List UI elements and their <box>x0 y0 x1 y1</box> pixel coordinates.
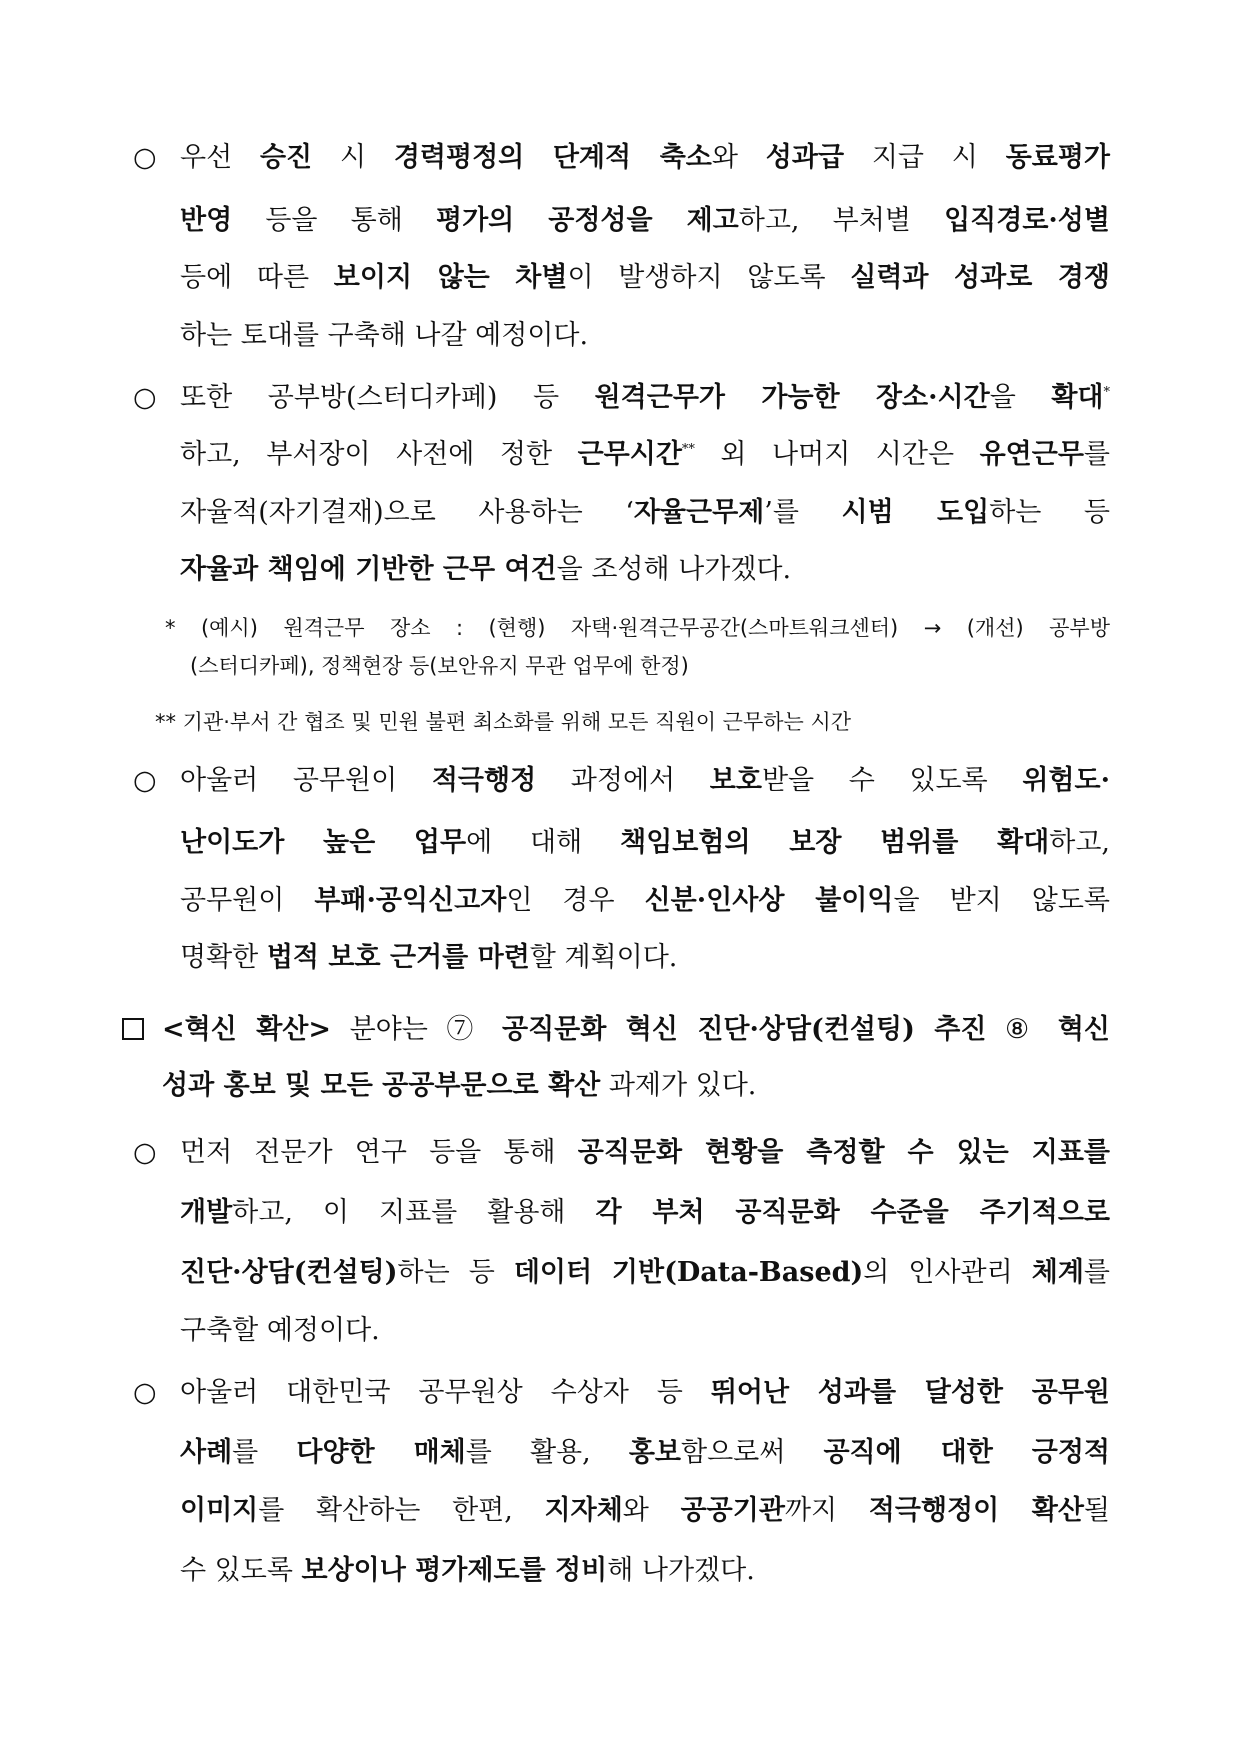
footnote-mark: ** <box>681 442 695 457</box>
body-text: 과정에서 <box>536 765 710 796</box>
para1-line-4 <box>180 318 588 354</box>
body-text: 를 <box>232 1437 297 1468</box>
para3-line-4 <box>180 940 677 976</box>
body-text: 하고, <box>1049 827 1110 858</box>
emphasis-text: 데이터 기반(Data-Based) <box>513 1257 864 1288</box>
emphasis-text: 동료평가 <box>1005 142 1111 173</box>
para4-line-2 <box>180 1195 1110 1231</box>
emphasis-text: 법적 보호 근거를 마련 <box>266 942 530 973</box>
para2-line-2 <box>180 437 1110 473</box>
body-text: 에 대해 <box>466 827 621 858</box>
emphasis-text: 개발 <box>180 1197 233 1228</box>
body-text: 를 <box>1083 1257 1110 1288</box>
para2-line-4 <box>180 552 791 588</box>
para1-line-2 <box>180 203 1110 239</box>
para4-line-1 <box>180 1135 1110 1171</box>
circle-bullet: ○ <box>133 382 157 413</box>
body-text: 아울러 대한민국 공무원상 수상자 등 <box>180 1377 711 1408</box>
emphasis-text: 이미지 <box>180 1495 259 1526</box>
body-text: 를 <box>1083 439 1110 470</box>
body-text: 와 <box>622 1495 681 1526</box>
body-text: ’를 <box>764 497 842 528</box>
body-text: 지급 시 <box>844 142 1006 173</box>
para4-line-4 <box>180 1313 380 1349</box>
body-text: 인 경우 <box>506 885 645 916</box>
body-text: 될 <box>1083 1495 1110 1526</box>
footnote-mark: * <box>1103 385 1110 400</box>
para1-line-1 <box>180 140 1110 176</box>
emphasis-text: 사례 <box>180 1437 233 1468</box>
emphasis-text: 공공기관 <box>680 1495 785 1526</box>
para4-line-3 <box>180 1255 1110 1291</box>
emphasis-text: 입직경로·성별 <box>944 205 1110 236</box>
emphasis-text: 근무시간 <box>577 439 682 470</box>
emphasis-text: 성과급 <box>765 142 845 173</box>
body-text: ⑧ <box>986 1014 1058 1045</box>
emphasis-text: 평가의 공정성을 제고 <box>436 205 739 236</box>
circle-bullet: ○ <box>133 1377 157 1408</box>
para3-line-2 <box>180 825 1110 861</box>
para5-line-2 <box>180 1435 1110 1471</box>
body-text: 하는 등 <box>397 1257 514 1288</box>
emphasis-text: 경력평정의 단계적 축소 <box>393 142 712 173</box>
emphasis-text: 적극행정 <box>431 765 537 796</box>
body-text: 과제가 있다. <box>600 1070 757 1101</box>
emphasis-text: 난이도가 높은 업무 <box>180 827 467 858</box>
body-text: 을 조성해 나가겠다. <box>556 554 792 585</box>
body-text: 이 발생하지 않도록 <box>567 262 851 293</box>
emphasis-text: 반영 <box>180 205 233 236</box>
square-bullet <box>122 1018 144 1040</box>
body-text: 하고, 부처별 <box>738 205 945 236</box>
circle-bullet: ○ <box>133 142 157 173</box>
emphasis-text: 보이지 않는 차별 <box>333 262 568 293</box>
emphasis-text: 보상이나 평가제도를 정비 <box>301 1555 608 1586</box>
body-text: 우선 <box>180 142 260 173</box>
body-text: 등에 따른 <box>180 262 334 293</box>
body-text: 받을 수 있도록 <box>761 765 1023 796</box>
body-text: 을 받지 않도록 <box>893 885 1110 916</box>
note-2: ** 기관·부서 간 협조 및 민원 불편 최소화를 위해 모든 직원이 근무하는 시간 <box>155 710 852 734</box>
body-text: 를 확산하는 한편, <box>258 1495 545 1526</box>
emphasis-text: 지자체 <box>544 1495 623 1526</box>
emphasis-text: 진단·상담(컨설팅) <box>180 1257 398 1288</box>
emphasis-text: 자율근무제 <box>633 497 765 528</box>
note-1: * (예시) 원격근무 장소 : (현행) 자택·원격근무공간(스마트워크센터) → (개선) 공부방 <box>165 616 1110 640</box>
emphasis-text: 신분·인사상 불이익 <box>644 885 894 916</box>
body-text: 함으로써 <box>681 1437 824 1468</box>
circle-bullet: ○ <box>133 1137 157 1168</box>
body-text: 구축할 예정이다. <box>180 1315 380 1346</box>
emphasis-text: 적극행정이 확산 <box>868 1495 1084 1526</box>
body-text: 명확한 <box>180 942 267 973</box>
body-text: 을 <box>989 382 1052 413</box>
emphasis-text: 책임보험의 보장 범위를 확대 <box>620 827 1050 858</box>
circle-bullet: ○ <box>133 765 157 796</box>
body-text: 하는 토대를 구축해 나갈 예정이다. <box>180 320 589 351</box>
emphasis-text: 유연근무 <box>979 439 1084 470</box>
body-text: 공무원이 <box>180 885 315 916</box>
emphasis-text: 위험도· <box>1022 765 1110 796</box>
emphasis-text: 부패·공익신고자 <box>314 885 507 916</box>
emphasis-text: 공직문화 현황을 측정할 수 있는 지표를 <box>577 1137 1110 1168</box>
para5-line-3 <box>180 1493 1110 1529</box>
emphasis-text: 각 부처 공직문화 수준을 주기적으로 <box>595 1197 1110 1228</box>
body-text: 해 나가겠다. <box>607 1555 755 1586</box>
emphasis-text: 혁신 <box>1057 1014 1110 1045</box>
body-text: 먼저 전문가 연구 등을 통해 <box>180 1137 578 1168</box>
para2-line-3 <box>180 495 1110 531</box>
body-text: 와 <box>711 142 766 173</box>
emphasis-text: 뛰어난 성과를 달성한 공무원 <box>710 1377 1110 1408</box>
emphasis-text: 체계 <box>1031 1257 1084 1288</box>
body-text: 수 있도록 <box>180 1555 302 1586</box>
emphasis-text: 공직문화 혁신 진단·상담(컨설팅) 추진 <box>502 1014 987 1045</box>
body-text: 또한 공부방(스터디카페) 등 <box>180 382 595 413</box>
emphasis-text: <혁신 확산> <box>162 1014 331 1045</box>
body-text: 자율적(자기결재)으로 사용하는 ‘ <box>180 497 634 528</box>
body-text: 를 활용, <box>465 1437 629 1468</box>
section-line-2 <box>162 1068 756 1104</box>
para2-line-1 <box>180 380 1110 416</box>
emphasis-text: 시범 도입 <box>841 497 990 528</box>
para5-line-1 <box>180 1375 1110 1411</box>
emphasis-text: 보호 <box>709 765 762 796</box>
emphasis-text: 다양한 매체 <box>296 1437 466 1468</box>
body-text: 의 인사관리 <box>863 1257 1032 1288</box>
emphasis-text: 성과 홍보 및 모든 공공부문으로 확산 <box>162 1070 601 1101</box>
emphasis-text: 자율과 책임에 기반한 근무 여건 <box>180 554 557 585</box>
body-text: 등을 통해 <box>232 205 437 236</box>
emphasis-text: 원격근무가 가능한 장소·시간 <box>594 382 990 413</box>
para3-line-3 <box>180 883 1110 919</box>
section-line-1 <box>162 1012 1110 1048</box>
body-text: 분야는 ⑦ <box>330 1014 503 1045</box>
body-text: 까지 <box>784 1495 869 1526</box>
body-text: 아울러 공무원이 <box>180 765 432 796</box>
body-text: 하는 등 <box>989 497 1110 528</box>
emphasis-text: 홍보 <box>628 1437 681 1468</box>
body-text: 할 계획이다. <box>529 942 678 973</box>
emphasis-text: 실력과 성과로 경쟁 <box>850 262 1110 293</box>
body-text: 시 <box>312 142 394 173</box>
emphasis-text: 승진 <box>259 142 313 173</box>
body-text: 하고, 이 지표를 활용해 <box>232 1197 596 1228</box>
note-1-cont: (스터디카페), 정책현장 등(보안유지 무관 업무에 한정) <box>190 654 689 678</box>
para5-line-4 <box>180 1553 755 1589</box>
emphasis-text: 확대 <box>1051 382 1104 413</box>
para1-line-3 <box>180 260 1110 296</box>
body-text: 외 나머지 시간은 <box>694 439 980 470</box>
emphasis-text: 공직에 대한 긍정적 <box>823 1437 1110 1468</box>
para3-line-1 <box>180 763 1110 799</box>
body-text: 하고, 부서장이 사전에 정한 <box>180 439 578 470</box>
